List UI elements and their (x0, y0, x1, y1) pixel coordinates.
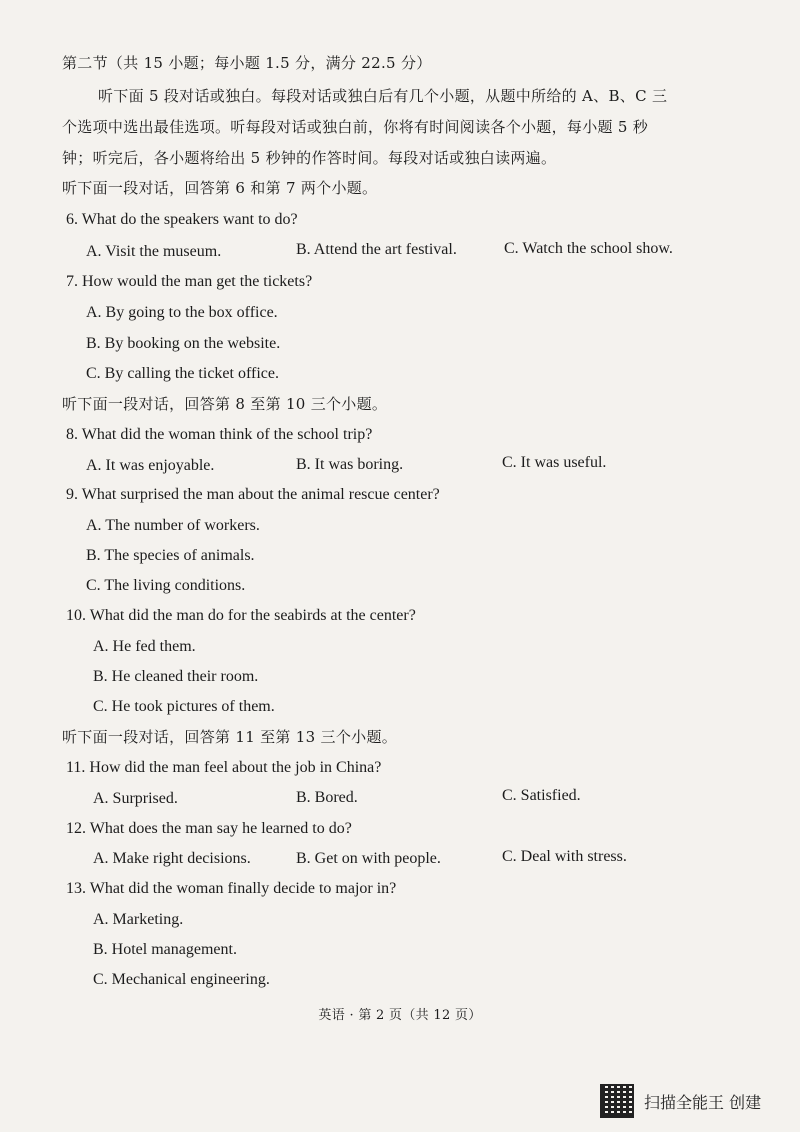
option-c: C. Watch the school show. (504, 240, 673, 257)
option-b: B. Get on with people. (296, 850, 441, 867)
option-b: B. He cleaned their room. (93, 668, 259, 685)
scanner-watermark (600, 1084, 761, 1118)
option-b: B. By booking on the website. (86, 335, 281, 352)
option-b: B. Hotel management. (93, 941, 237, 958)
qr-code-icon (600, 1084, 634, 1118)
question-stem: 12. What does the man say he learned to do? (66, 820, 352, 837)
option-b: B. It was boring. (296, 456, 404, 473)
option-a: A. The number of workers. (86, 517, 260, 534)
question-stem: 10. What did the man do for the seabirds at the center? (66, 607, 416, 624)
group-intro-1: 听下面一段对话，回答第 6 和第 7 两个小题。 (62, 179, 378, 197)
question-stem: 8. What did the woman think of the school trip? (66, 426, 373, 443)
question-stem: 13. What did the woman finally decide to major in? (66, 880, 397, 897)
option-c: C. The living conditions. (86, 577, 246, 594)
instructions-line-2: 个选项中选出最佳选项。听每段对话或独白前，你将有时间阅读各个小题，每小题 5 秒 (62, 118, 649, 136)
option-c: C. It was useful. (502, 454, 607, 471)
group-intro-2: 听下面一段对话，回答第 8 至第 10 三个小题。 (62, 395, 388, 413)
option-c: C. By calling the ticket office. (86, 365, 279, 382)
option-a: A. By going to the box office. (86, 304, 278, 321)
instructions-line-3: 钟；听完后，各小题将给出 5 秒钟的作答时间。每段对话或独白读两遍。 (62, 149, 557, 167)
section-heading: 第二节（共 15 小题；每小题 1.5 分，满分 22.5 分） (62, 54, 432, 72)
option-a: A. It was enjoyable. (86, 457, 215, 474)
question-stem: 9. What surprised the man about the animal rescue center? (66, 486, 440, 503)
option-c: C. Satisfied. (502, 787, 581, 804)
page-footer: 英语 · 第 2 页（共 12 页） (318, 1008, 482, 1023)
question-stem: 11. How did the man feel about the job in China? (66, 759, 382, 776)
option-b: B. Attend the art festival. (296, 241, 457, 258)
option-c: C. Deal with stress. (502, 848, 627, 865)
option-a: A. Surprised. (93, 790, 178, 807)
instructions-line-1: 听下面 5 段对话或独白。每段对话或独白后有几个小题，从题中所给的 A、B、C 三 (98, 87, 668, 105)
group-intro-3: 听下面一段对话，回答第 11 至第 13 三个小题。 (62, 728, 398, 746)
question-stem: 6. What do the speakers want to do? (66, 211, 298, 228)
option-a: A. Make right decisions. (93, 850, 251, 867)
option-b: B. The species of animals. (86, 547, 255, 564)
option-a: A. Marketing. (93, 911, 184, 928)
question-stem: 7. How would the man get the tickets? (66, 273, 313, 290)
option-a: A. Visit the museum. (86, 243, 222, 260)
option-b: B. Bored. (296, 789, 358, 806)
option-c: C. Mechanical engineering. (93, 971, 270, 988)
option-a: A. He fed them. (93, 638, 196, 655)
option-c: C. He took pictures of them. (93, 698, 275, 715)
watermark-text: 扫描全能王 创建 (644, 1092, 762, 1112)
